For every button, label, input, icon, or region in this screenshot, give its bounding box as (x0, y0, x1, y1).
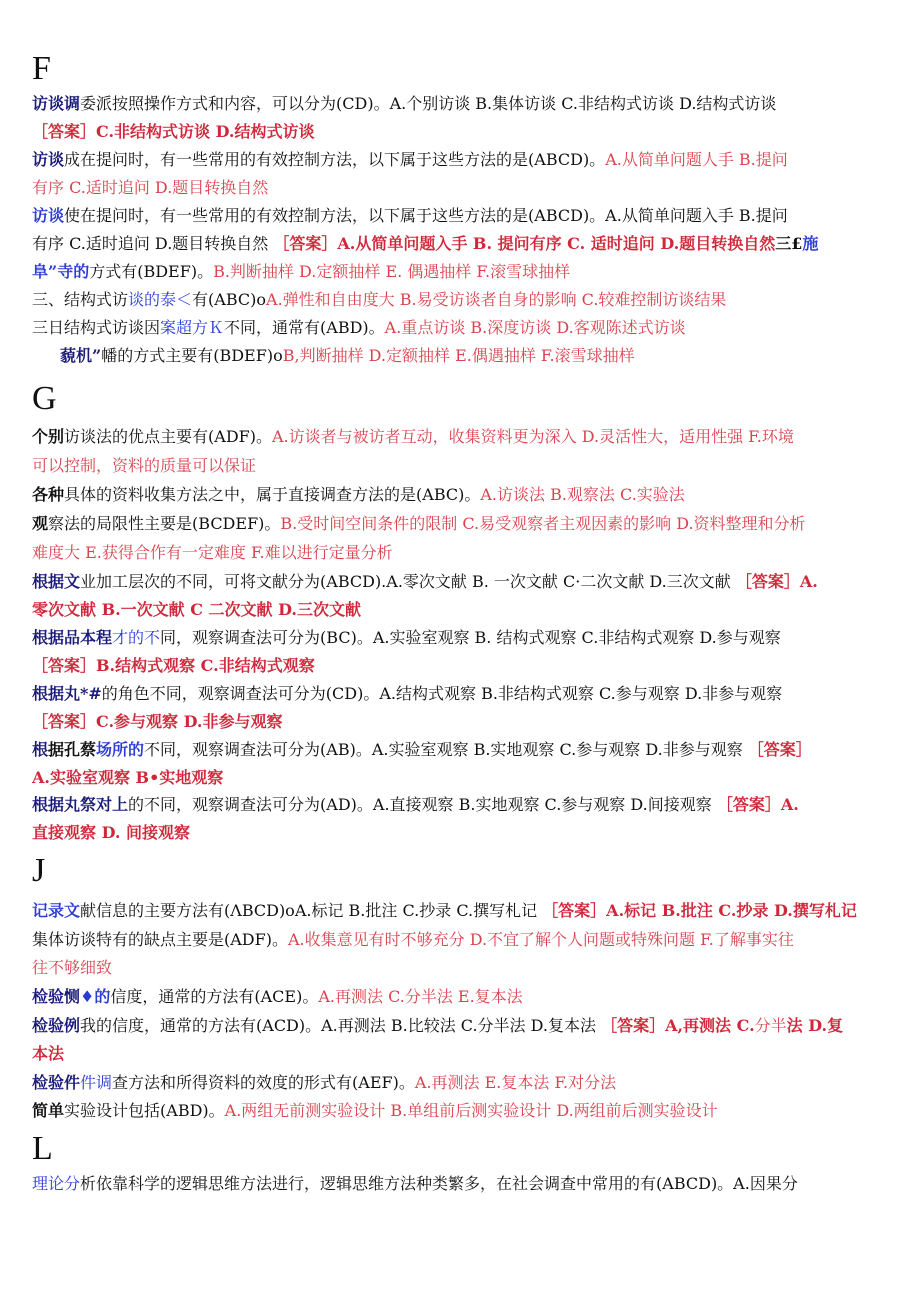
text-segment: 难度大 E.获得合作有一定难度 F.难以进行定量分析 (32, 543, 393, 562)
text-line (32, 1043, 890, 1065)
text-segment: ［答案］C.参与观察 D.非参与观察 (32, 712, 283, 731)
text-segment: 方式有(BDEF)。 (89, 262, 214, 281)
text-line (32, 205, 890, 227)
text-line (32, 957, 890, 979)
text-line (32, 289, 890, 311)
text-segment: 案超方Ｋ (160, 318, 225, 337)
text-line (32, 627, 890, 649)
text-segment: A.两组无前测实验设计 B.单组前后测实验设计 D.两组前后测实验设计 (224, 1101, 718, 1120)
text-segment: 检验例 (32, 1016, 81, 1035)
text-segment: A.收集意见有时不够充分 D.不宜了解个人问题或特殊问题 F.了解事实往 (287, 930, 794, 949)
text-segment: 各种 (32, 485, 65, 504)
text-line (32, 683, 890, 705)
text-line (32, 1015, 890, 1037)
text-line (32, 900, 890, 922)
text-segment: 据孔蔡 (48, 740, 97, 759)
text-segment: A.实验室观察 B•实地观察 (32, 768, 224, 787)
text-line (32, 93, 890, 115)
text-segment: 析依靠科学的逻辑思维方法进行，逻辑思维方法种类繁多，在社会调查中常用的有(ABCD)。A.因果分 (80, 1174, 798, 1193)
text-line (32, 571, 890, 593)
text-segment: 施 (802, 234, 819, 253)
text-segment: 查方法和所得资料的效度的形式有(AEF)。 (112, 1073, 415, 1092)
text-segment: 的角色不同，观察调查法可分为(CD)。A.结构式观察 B.非结构式观察 C.参与观察 D.非参与观察 (101, 684, 783, 703)
text-segment: 检验件 (32, 1073, 81, 1092)
text-segment: 有(ABC)o (192, 290, 267, 309)
text-segment: 成在提问时，有一些常用的有效控制方法，以下属于这些方法的是(ABCD)。 (64, 150, 606, 169)
text-line (32, 484, 890, 506)
text-segment: 三、结构式访 (32, 290, 129, 309)
text-segment: 往不够细致 (32, 958, 113, 977)
text-segment: 同，观察调查法可分为(BC)。A.实验室观察 B. 结构式观察 C.非结构式观察 D.参与观察 (160, 628, 781, 647)
text-line (32, 739, 890, 761)
text-line (32, 542, 890, 564)
text-segment: A.重点访谈 B.深度访谈 D.客观陈述式访谈 (384, 318, 686, 337)
text-segment: 法 D.复 (786, 1016, 844, 1035)
text-segment: 阜”寺的 (32, 262, 90, 281)
text-segment: 使在提问时，有一些常用的有效控制方法，以下属于这些方法的是(ABCD)。A.从简单问题入手 B.提问 (64, 206, 788, 225)
text-segment: 献信息的主要方法有(ΛBCD)oA.标记 B.批注 C.抄录 C.撰写札记 (80, 901, 543, 920)
text-segment: 实验设计包括(ABD)。 (64, 1101, 225, 1120)
text-segment: ［答案］A. (735, 572, 818, 591)
text-segment: 观 (32, 514, 49, 533)
text-segment: 根 (32, 740, 49, 759)
text-segment: ［答案］A.标记 B.批注 C.抄录 D.撰写札记 (542, 901, 857, 920)
text-segment: 件调 (80, 1073, 113, 1092)
text-segment: A.再测法 E.复本法 F.对分法 (414, 1073, 617, 1092)
text-segment: 可以控制，资料的质量可以保证 (32, 456, 257, 475)
section-letter-j: J (32, 852, 46, 889)
text-line (32, 986, 890, 1008)
text-line (32, 794, 890, 816)
text-segment: 我的信度，通常的方法有(ACD)。A.再测法 B.比较法 C.分半法 D.复本法 (80, 1016, 602, 1035)
text-segment: 访谈 (32, 206, 65, 225)
text-segment: 理论分 (32, 1174, 81, 1193)
text-segment: 访谈 (32, 150, 65, 169)
text-line (32, 767, 890, 789)
text-segment: 业加工层次的不同，可将文献分为(ABCD).A.零次文献 B. 一次文献 C·二次文献 D.三次文献 (80, 572, 736, 591)
text-segment: ［答案］A.从简单问题入手 B. 提问有序 C. 适时追问 D.题目转换自然 (273, 234, 776, 253)
text-segment: B,判断抽样 D.定额抽样 E.偶遇抽样 F.滚雪球抽样 (282, 346, 635, 365)
text-segment: 三£ (775, 234, 803, 253)
text-segment: 根据丸祭对上 (32, 795, 129, 814)
text-line (32, 1173, 890, 1195)
section-letter-l: L (32, 1130, 53, 1167)
text-segment: 集体访谈特有的缺点主要是(ADF)。 (32, 930, 288, 949)
text-segment: A.再测法 C.分半法 E.复本法 (318, 987, 523, 1006)
text-segment: ［答案］B.结构式观察 C.非结构式观察 (32, 656, 315, 675)
text-line (32, 261, 890, 283)
text-line (32, 711, 890, 733)
text-segment: B.受时间空间条件的限制 C.易受观察者主观因素的影响 D.资料整理和分析 (280, 514, 806, 533)
text-line (32, 822, 890, 844)
text-segment: 个别 (32, 427, 65, 446)
text-line (32, 513, 890, 535)
text-line (32, 317, 890, 339)
text-segment: ［答案］A. (716, 795, 799, 814)
text-segment: 分半 (754, 1016, 787, 1035)
text-segment: ［答案］A,再测法 C. (601, 1016, 755, 1035)
section-letter-f: F (32, 50, 51, 87)
text-line (32, 929, 890, 951)
text-segment: 藐机” (60, 346, 102, 365)
text-line (32, 455, 890, 477)
text-segment: A.弹性和自由度大 B.易受访谈者自身的影响 C.较难控制访谈结果 (266, 290, 727, 309)
text-segment: ［答案］C.非结构式访谈 D.结构式访谈 (32, 122, 315, 141)
text-segment: 根据文 (32, 572, 81, 591)
text-segment: 的不同，观察调查法可分为(AD)。A.直接观察 B.实地观察 C.参与观察 D.间接观察 (128, 795, 717, 814)
text-segment: 三日结构式访谈因 (32, 318, 161, 337)
text-segment: 检验恻 (32, 987, 81, 1006)
text-segment: 幡的方式主要有(BDEF)o (101, 346, 283, 365)
text-segment: 场所的 (96, 740, 145, 759)
text-segment: 不同，观察调查法可分为(AB)。A.实验室观察 B.实地观察 C.参与观察 D.非参与观察 (144, 740, 748, 759)
section-letter-g: G (32, 380, 57, 417)
text-line (60, 345, 890, 367)
text-segment: 零次文献 B.一次文献 C 二次文献 D.三次文献 (32, 600, 361, 619)
text-segment: A.访谈法 B.观察法 C.实验法 (480, 485, 685, 504)
text-line (32, 177, 890, 199)
text-segment: 具体的资料收集方法之中，属于直接调查方法的是(ABC)。 (64, 485, 481, 504)
text-segment: 简单 (32, 1101, 65, 1120)
text-segment: 有序 C.适时追问 D.题目转换自然 (32, 234, 274, 253)
text-line (32, 655, 890, 677)
text-line (32, 121, 890, 143)
text-segment: 委派按照操作方式和内容，可以分为(CD)。A.个别访谈 B.集体访谈 C.非结构式访谈 D.结构式访谈 (80, 94, 777, 113)
text-segment: 根据丸*# (32, 684, 102, 703)
text-line (32, 1072, 890, 1094)
text-line (32, 426, 890, 448)
text-segment: 直接观察 D. 间接观察 (32, 823, 191, 842)
text-segment: 才的不 (112, 628, 161, 647)
text-segment: 记录文 (32, 901, 81, 920)
text-segment: A.访谈者与被访者互动，收集资料更为深入 D.灵活性大，适用性强 F.环境 (272, 427, 794, 446)
text-segment: ♦的 (80, 987, 111, 1006)
text-line (32, 1100, 890, 1122)
text-segment: 察法的局限性主要是(BCDEF)。 (48, 514, 281, 533)
text-segment: 访谈法的优点主要有(ADF)。 (64, 427, 272, 446)
text-segment: A.从简单问题人手 B.提问 (605, 150, 788, 169)
text-segment: 信度，通常的方法有(ACE)。 (110, 987, 319, 1006)
text-line (32, 233, 890, 255)
text-segment: 谈的泰＜ (128, 290, 193, 309)
text-segment: 有序 C.适时追问 D.题目转换自然 (32, 178, 269, 197)
text-segment: ［答案］ (747, 740, 812, 759)
text-segment: 不同，通常有(ABD)。 (224, 318, 385, 337)
text-line (32, 599, 890, 621)
text-segment: 根据品本程 (32, 628, 113, 647)
text-line (32, 149, 890, 171)
text-segment: B.判断抽样 D.定额抽样 E. 偶遇抽样 F.滚雪球抽样 (213, 262, 571, 281)
text-segment: 访谈调 (32, 94, 81, 113)
text-segment: 本法 (32, 1044, 65, 1063)
